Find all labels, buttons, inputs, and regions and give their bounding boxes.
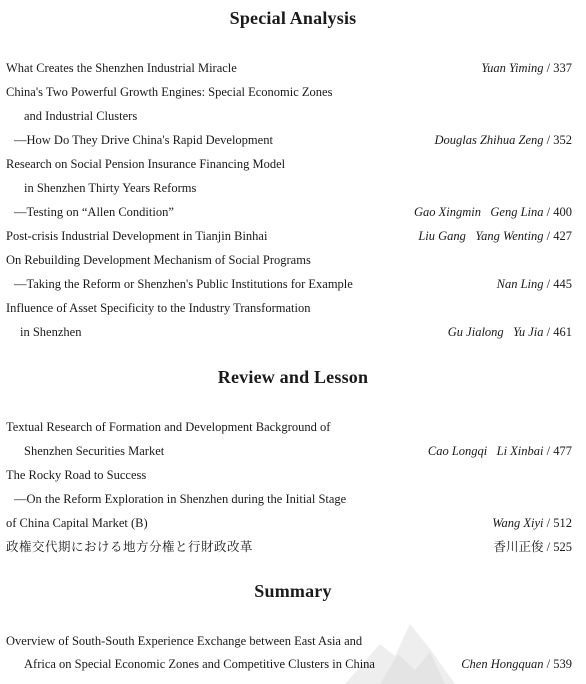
entry-title: The Rocky Road to Success	[6, 468, 147, 482]
entry-byline: Wang Xiyi / 512	[492, 516, 572, 530]
toc-entry	[0, 539, 586, 563]
entry-page: 337	[553, 61, 572, 75]
entry-title-continuation: in Shenzhen	[20, 325, 82, 339]
entry-title: Overview of South-South Experience Exchange between East Asia and	[6, 634, 363, 648]
entry-byline: Liu Gang Yang Wenting / 427	[418, 229, 572, 243]
entry-author: Cao Longqi	[427, 444, 488, 458]
entry-title-continuation: Shenzhen Securities Market	[24, 444, 165, 458]
entry-title: Research on Social Pension Insurance Financing Model	[6, 157, 286, 171]
entry-title: What Creates the Shenzhen Industrial Miracle	[6, 61, 237, 75]
entry-page: 539	[553, 657, 572, 671]
toc-entry-line	[0, 633, 586, 657]
entry-author: Yuan Yiming	[481, 61, 544, 75]
entry-byline: Gao Xingmin Geng Lina / 400	[414, 205, 572, 219]
entry-author: Chen Hongquan	[461, 657, 544, 671]
entry-page: 477	[553, 444, 572, 458]
toc-entry-line	[0, 491, 586, 515]
entry-author: Yang Wenting	[475, 229, 544, 243]
entry-page: 525	[553, 540, 572, 554]
toc-entry-line	[0, 443, 586, 467]
entry-author: 香川正俊	[493, 539, 544, 554]
entry-page: 400	[553, 205, 572, 219]
entry-subtitle-continuation: of China Capital Market (B)	[6, 516, 148, 530]
entry-title-continuation: in Shenzhen Thirty Years Reforms	[24, 181, 197, 195]
entry-title: Influence of Asset Specificity to the Industry Transformation	[6, 301, 311, 315]
toc-entry-line	[0, 467, 586, 491]
entry-byline: 香川正俊 / 525	[493, 539, 572, 554]
entry-author: Gu Jialong	[447, 325, 504, 339]
entry-title: China's Two Powerful Growth Engines: Special Economic Zones	[6, 85, 333, 99]
entry-page: 445	[553, 277, 572, 291]
entry-byline: Douglas Zhihua Zeng / 352	[434, 133, 572, 147]
toc-entry-line	[0, 419, 586, 443]
entry-title: Textual Research of Formation and Development Background of	[6, 420, 331, 434]
toc-entry-line	[0, 108, 586, 132]
entry-page: 427	[553, 229, 572, 243]
entry-author: Geng Lina	[490, 205, 544, 219]
entry-title-continuation: Africa on Special Economic Zones and Competitive Clusters in China	[24, 657, 375, 671]
entry-author: Li Xinbai	[496, 444, 544, 458]
entry-page: 352	[553, 133, 572, 147]
toc-entry-line	[0, 515, 586, 539]
entry-author: Douglas Zhihua Zeng	[434, 133, 544, 147]
toc-entry-line	[0, 300, 586, 324]
entry-author: Yu Jia	[513, 325, 544, 339]
entry-subtitle: —On the Reform Exploration in Shenzhen during the Initial Stage	[14, 492, 347, 506]
entry-subtitle: —Taking the Reform or Shenzhen's Public Institutions for Example	[14, 277, 353, 291]
entry-author: Liu Gang	[418, 229, 466, 243]
entry-title: Post-crisis Industrial Development in Tianjin Binhai	[6, 229, 268, 243]
entry-author: Wang Xiyi	[492, 516, 544, 530]
toc-entry	[0, 60, 586, 84]
entry-byline: Yuan Yiming / 337	[481, 61, 572, 75]
entry-title: On Rebuilding Development Mechanism of Social Programs	[6, 253, 311, 267]
toc-entry-line	[0, 132, 586, 156]
toc-entry-line	[0, 84, 586, 108]
section-heading-special-analysis: Special Analysis	[229, 8, 357, 28]
toc-entry-line	[0, 656, 586, 680]
entry-page: 512	[553, 516, 572, 530]
toc-entry-line	[0, 156, 586, 180]
toc-entry-line	[0, 180, 586, 204]
entry-byline: Cao Longqi Li Xinbai / 477	[427, 444, 572, 458]
toc-entry-line	[0, 324, 586, 348]
toc-entry-line	[0, 204, 586, 228]
entry-byline: Chen Hongquan / 539	[461, 657, 572, 671]
entry-subtitle: —How Do They Drive China's Rapid Development	[14, 133, 273, 147]
toc-entry	[0, 228, 586, 252]
entry-title: 政権交代期における地方分権と行財政改革	[6, 539, 254, 554]
toc-entry-line	[0, 252, 586, 276]
entry-byline: Nan Ling / 445	[496, 277, 572, 291]
entry-title-continuation: and Industrial Clusters	[24, 109, 138, 123]
toc-entry-line	[0, 276, 586, 300]
entry-author: Gao Xingmin	[414, 205, 482, 219]
section-heading-summary: Summary	[254, 581, 332, 601]
section-heading-review-and-lesson: Review and Lesson	[217, 367, 369, 387]
entry-byline: Gu Jialong Yu Jia / 461	[447, 325, 572, 339]
entry-subtitle: —Testing on “Allen Condition”	[14, 205, 174, 219]
entry-page: 461	[553, 325, 572, 339]
entry-author: Nan Ling	[496, 277, 544, 291]
